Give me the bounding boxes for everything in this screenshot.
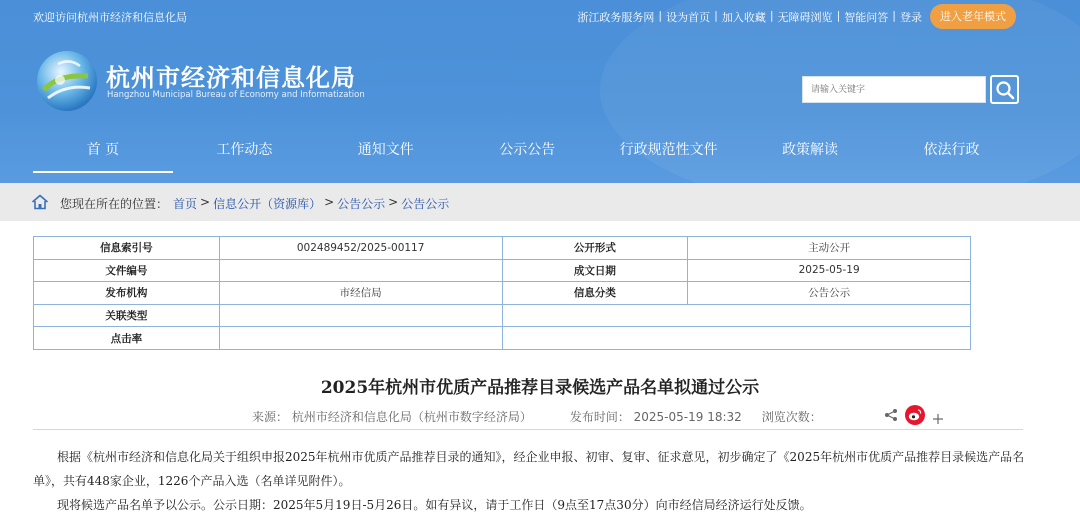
table-key: 文件编号 xyxy=(34,259,220,282)
site-header xyxy=(0,0,1080,183)
breadcrumb-separator: > xyxy=(388,195,399,209)
table-value xyxy=(502,304,970,327)
breadcrumb-path xyxy=(173,195,449,212)
top-links xyxy=(577,9,922,25)
article-publish-time: 发布时间： 2025-05-19 18:32 xyxy=(569,410,742,424)
top-bar xyxy=(0,0,1080,32)
share-bar xyxy=(884,405,944,425)
link-set-homepage[interactable]: 设为首页 xyxy=(666,11,711,24)
spacer xyxy=(532,408,570,425)
separator: | xyxy=(658,9,663,22)
elder-mode-button[interactable]: 进入老年模式 xyxy=(930,4,1016,29)
site-subtitle: Hangzhou Municipal Bureau of Economy and Informatization xyxy=(107,90,365,100)
breadcrumb-home[interactable]: 首页 xyxy=(173,197,198,211)
link-zjzwfw[interactable]: 浙江政务服务网 xyxy=(577,11,655,24)
breadcrumb-notice[interactable]: 公告公示 xyxy=(337,197,386,211)
table-value xyxy=(502,327,970,350)
table-value: 主动公开 xyxy=(688,237,971,260)
breadcrumb-notice-current[interactable]: 公告公示 xyxy=(401,197,450,211)
separator: | xyxy=(836,9,841,22)
article-source: 来源： 杭州市经济和信息化局（杭州市数字经济局） xyxy=(252,410,532,424)
spacer xyxy=(742,408,762,425)
info-table xyxy=(33,236,971,350)
welcome-text: 欢迎访问杭州市经济和信息化局 xyxy=(33,11,187,24)
breadcrumb-separator: > xyxy=(324,195,335,209)
table-key: 成文日期 xyxy=(502,259,688,282)
table-value xyxy=(219,327,502,350)
home-icon xyxy=(31,194,49,210)
separator: | xyxy=(892,9,896,22)
table-key: 信息索引号 xyxy=(34,237,220,260)
table-row xyxy=(34,259,971,282)
table-row xyxy=(34,327,971,350)
breadcrumb-label: 您现在所在的位置： xyxy=(60,197,169,211)
nav-announcements[interactable]: 公示公告 xyxy=(499,142,556,158)
table-key: 点击率 xyxy=(34,327,220,350)
divider xyxy=(33,429,1023,430)
link-add-favorite[interactable]: 加入收藏 xyxy=(721,11,766,24)
search-button[interactable] xyxy=(990,75,1019,104)
plus-icon[interactable] xyxy=(932,413,944,425)
table-value: 市经信局 xyxy=(219,282,502,305)
logo-emblem-icon[interactable] xyxy=(36,50,98,112)
breadcrumb-separator: > xyxy=(200,195,211,209)
share-icon[interactable] xyxy=(884,408,898,422)
article-views: 浏览次数： xyxy=(761,410,822,424)
table-key: 发布机构 xyxy=(34,282,220,305)
table-row xyxy=(34,237,971,260)
article-meta xyxy=(252,408,822,425)
table-value xyxy=(219,304,502,327)
weibo-icon[interactable] xyxy=(905,405,925,425)
search-input[interactable] xyxy=(802,76,986,103)
article-title: 2025年杭州市优质产品推荐目录候选产品名单拟通过公示 xyxy=(320,378,760,398)
nav-work-news[interactable]: 工作动态 xyxy=(216,142,273,158)
nav-law-administration[interactable]: 依法行政 xyxy=(923,142,980,158)
link-accessibility[interactable]: 无障碍浏览 xyxy=(777,11,833,24)
site-title: 杭州市经济和信息化局 xyxy=(106,64,356,92)
separator: | xyxy=(769,9,774,22)
table-key: 关联类型 xyxy=(34,304,220,327)
nav-policy-interpretation[interactable]: 政策解读 xyxy=(782,142,839,158)
table-row xyxy=(34,304,971,327)
table-value xyxy=(219,259,502,282)
main-nav xyxy=(33,132,1023,172)
link-login[interactable]: 登录 xyxy=(900,11,922,24)
breadcrumb-info-public[interactable]: 信息公开（资源库） xyxy=(213,197,322,211)
nav-regulatory-documents[interactable]: 行政规范性文件 xyxy=(619,142,718,158)
link-smart-qa[interactable]: 智能问答 xyxy=(844,11,889,24)
table-value: 公告公示 xyxy=(688,282,971,305)
table-value: 002489452/2025-00117 xyxy=(219,237,502,260)
article-paragraph: 现将候选产品名单予以公示。公示日期：2025年5月19日-5月26日。如有异议，请于工作日（9点至17点30分）向市经信局经济运行处反馈。 xyxy=(57,498,812,512)
breadcrumb xyxy=(0,183,1080,221)
separator: | xyxy=(714,9,718,22)
table-value: 2025-05-19 xyxy=(688,259,971,282)
table-key: 信息分类 xyxy=(502,282,688,305)
table-row xyxy=(34,282,971,305)
article-paragraph: 根据《杭州市经济和信息化局关于组织申报2025年杭州市优质产品推荐目录的通知》，经企业申报、初审、复审、征求意见，初步确定了《2025年杭州市优质产品推荐目录候选产品名单》，共有448家企业，1226个产品入选（名单详见附件）。 xyxy=(33,450,1025,488)
nav-notice-documents[interactable]: 通知文件 xyxy=(357,142,414,158)
nav-home[interactable]: 首 页 xyxy=(33,132,173,172)
table-key: 公开形式 xyxy=(502,237,688,260)
search-icon xyxy=(995,80,1015,100)
